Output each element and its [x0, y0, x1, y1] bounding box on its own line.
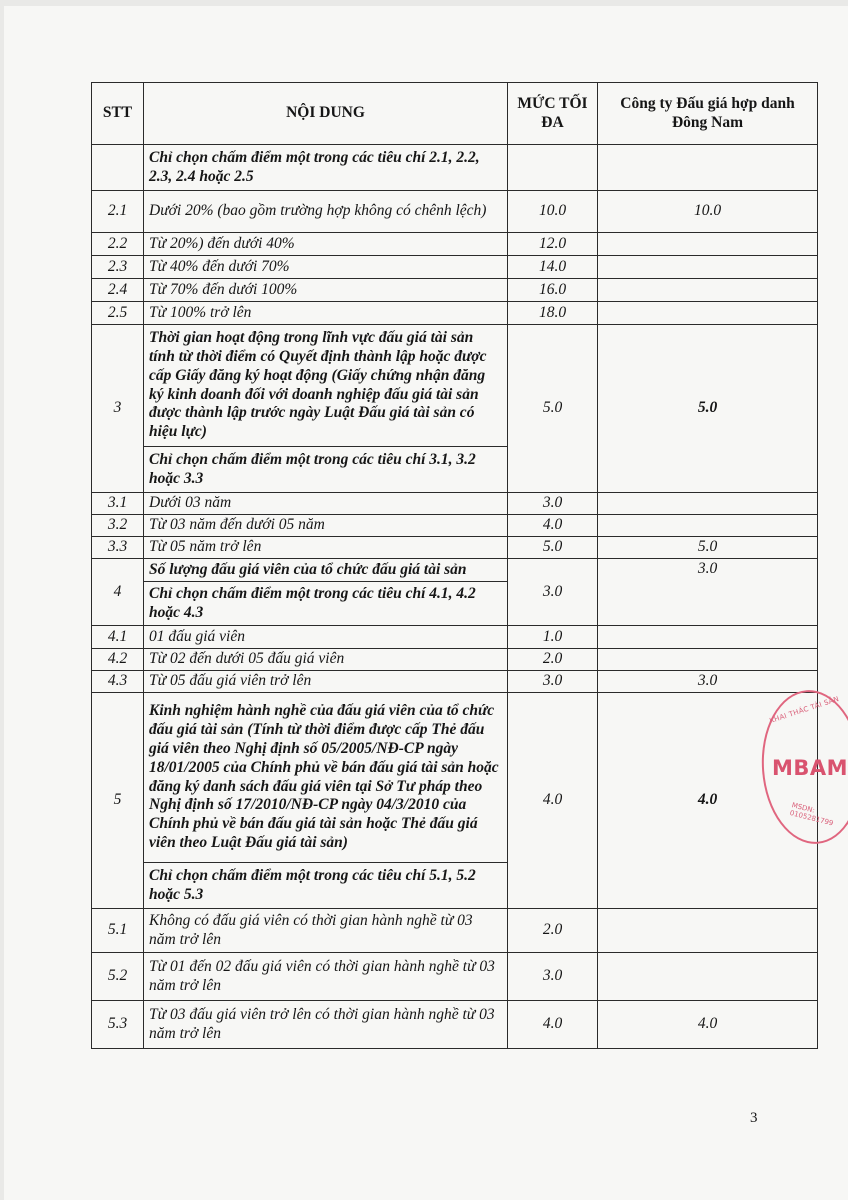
company-cell — [598, 626, 818, 649]
company-cell — [598, 909, 818, 953]
table-row — [92, 649, 818, 671]
table-row — [92, 145, 818, 191]
max-cell: 3.0 — [508, 559, 598, 626]
company-cell — [598, 145, 818, 191]
header-content: NỘI DUNG — [144, 83, 508, 145]
table-row — [92, 233, 818, 256]
company-cell: 5.0 — [598, 537, 818, 559]
content-cell: Dưới 20% (bao gồm trường hợp không có chênh lệch) — [144, 191, 508, 233]
content-cell: 01 đấu giá viên — [144, 626, 508, 649]
header-stt: STT — [92, 83, 144, 145]
max-cell: 14.0 — [508, 256, 598, 279]
company-cell — [598, 233, 818, 256]
company-cell — [598, 953, 818, 1001]
max-cell: 18.0 — [508, 302, 598, 325]
table-row — [92, 953, 818, 1001]
company-cell: 10.0 — [598, 191, 818, 233]
table-row — [92, 515, 818, 537]
max-cell: 5.0 — [508, 537, 598, 559]
stt-cell: 5.1 — [92, 909, 144, 953]
table-row — [92, 325, 818, 447]
table-row — [92, 909, 818, 953]
content-cell: Số lượng đấu giá viên của tổ chức đấu giá tài sản — [144, 559, 508, 582]
max-cell: 3.0 — [508, 493, 598, 515]
stamp-top-text: KHAI THÁC TÀI SẢN — [768, 694, 841, 726]
company-cell — [598, 493, 818, 515]
table-row — [92, 559, 818, 582]
stt-cell: 5 — [92, 693, 144, 909]
stt-cell: 5.2 — [92, 953, 144, 1001]
table-row — [92, 626, 818, 649]
max-cell — [508, 145, 598, 191]
content-cell: Thời gian hoạt động trong lĩnh vực đấu giá tài sản tính từ thời điểm có Quyết định thành lập hoặc được cấp Giấy đăng ký hoạt động (Giấy chứng nhận đăng ký kinh doanh đối với doanh nghiệp đấu giá tài sản được thành lập trước ngày Luật Đấu giá tài sản có hiệu lực) — [144, 325, 508, 447]
stt-cell: 2.2 — [92, 233, 144, 256]
scoring-table — [91, 82, 818, 1049]
company-cell: 5.0 — [598, 325, 818, 493]
stt-cell: 4.3 — [92, 671, 144, 693]
stamp-logo: MBAM — [772, 756, 848, 780]
content-cell: Kinh nghiệm hành nghề của đấu giá viên của tổ chức đấu giá tài sản (Tính từ thời điểm được cấp Thẻ đấu giá viên theo Nghị định số 05/2005/NĐ-CP ngày 18/01/2005 của Chính phủ về bán đấu giá tài sản hoặc đăng ký danh sách đấu giá viên tại Sở Tư pháp theo Nghị định số 17/2010/NĐ-CP ngày 04/3/2010 của Chính phủ về bán đấu giá tài sản hoặc Thẻ đấu giá viên theo Luật Đấu giá tài sản) — [144, 693, 508, 863]
stt-cell: 4 — [92, 559, 144, 626]
content-cell: Chỉ chọn chấm điểm một trong các tiêu chí 4.1, 4.2 hoặc 4.3 — [144, 582, 508, 626]
table-row — [92, 671, 818, 693]
table-row — [92, 693, 818, 863]
stt-cell: 3 — [92, 325, 144, 493]
table-row — [92, 537, 818, 559]
table-row — [92, 256, 818, 279]
stt-cell: 3.3 — [92, 537, 144, 559]
page-number: 3 — [750, 1110, 758, 1126]
table-row — [92, 1001, 818, 1049]
max-cell: 12.0 — [508, 233, 598, 256]
content-cell: Từ 05 năm trở lên — [144, 537, 508, 559]
content-cell: Từ 03 năm đến dưới 05 năm — [144, 515, 508, 537]
table-row — [92, 302, 818, 325]
company-cell — [598, 302, 818, 325]
company-cell: 4.0 — [598, 1001, 818, 1049]
content-cell: Từ 05 đấu giá viên trở lên — [144, 671, 508, 693]
table-row — [92, 279, 818, 302]
max-cell: 3.0 — [508, 671, 598, 693]
stamp-bottom-text: MSDN: 0105281799 — [788, 801, 835, 828]
content-cell: Chỉ chọn chấm điểm một trong các tiêu chí 5.1, 5.2 hoặc 5.3 — [144, 863, 508, 909]
stt-cell — [92, 145, 144, 191]
max-cell: 4.0 — [508, 515, 598, 537]
company-cell — [598, 279, 818, 302]
content-cell: Chỉ chọn chấm điểm một trong các tiêu chí 2.1, 2.2, 2.3, 2.4 hoặc 2.5 — [144, 145, 508, 191]
header-max: MỨC TỐI ĐA — [508, 83, 598, 145]
company-cell — [598, 515, 818, 537]
page-edge — [0, 0, 848, 6]
content-cell: Từ 03 đấu giá viên trở lên có thời gian hành nghề từ 03 năm trở lên — [144, 1001, 508, 1049]
content-cell: Từ 02 đến dưới 05 đấu giá viên — [144, 649, 508, 671]
stt-cell: 3.1 — [92, 493, 144, 515]
content-cell: Từ 100% trở lên — [144, 302, 508, 325]
max-cell: 4.0 — [508, 693, 598, 909]
header-company: Công ty Đấu giá hợp danh Đông Nam — [598, 83, 818, 145]
max-cell: 4.0 — [508, 1001, 598, 1049]
content-cell: Từ 40% đến dưới 70% — [144, 256, 508, 279]
max-cell: 2.0 — [508, 649, 598, 671]
max-cell: 1.0 — [508, 626, 598, 649]
stt-cell: 3.2 — [92, 515, 144, 537]
content-cell: Từ 20%) đến dưới 40% — [144, 233, 508, 256]
table-row — [92, 493, 818, 515]
page-edge-left — [0, 0, 4, 1200]
stt-cell: 2.3 — [92, 256, 144, 279]
max-cell: 5.0 — [508, 325, 598, 493]
company-cell: 3.0 — [598, 671, 818, 693]
company-cell — [598, 256, 818, 279]
max-cell: 10.0 — [508, 191, 598, 233]
stt-cell: 4.1 — [92, 626, 144, 649]
max-cell: 16.0 — [508, 279, 598, 302]
stt-cell: 5.3 — [92, 1001, 144, 1049]
content-cell: Chỉ chọn chấm điểm một trong các tiêu chí 3.1, 3.2 hoặc 3.3 — [144, 447, 508, 493]
content-cell: Không có đấu giá viên có thời gian hành nghề từ 03 năm trở lên — [144, 909, 508, 953]
max-cell: 3.0 — [508, 953, 598, 1001]
content-cell: Từ 01 đến 02 đấu giá viên có thời gian hành nghề từ 03 năm trở lên — [144, 953, 508, 1001]
stt-cell: 2.5 — [92, 302, 144, 325]
company-cell — [598, 649, 818, 671]
content-cell: Dưới 03 năm — [144, 493, 508, 515]
company-cell: 4.0 — [598, 693, 818, 909]
stt-cell: 2.1 — [92, 191, 144, 233]
company-cell: 3.0 — [598, 559, 818, 626]
max-cell: 2.0 — [508, 909, 598, 953]
table-header-row — [92, 83, 818, 145]
stt-cell: 4.2 — [92, 649, 144, 671]
table-row — [92, 191, 818, 233]
stt-cell: 2.4 — [92, 279, 144, 302]
content-cell: Từ 70% đến dưới 100% — [144, 279, 508, 302]
